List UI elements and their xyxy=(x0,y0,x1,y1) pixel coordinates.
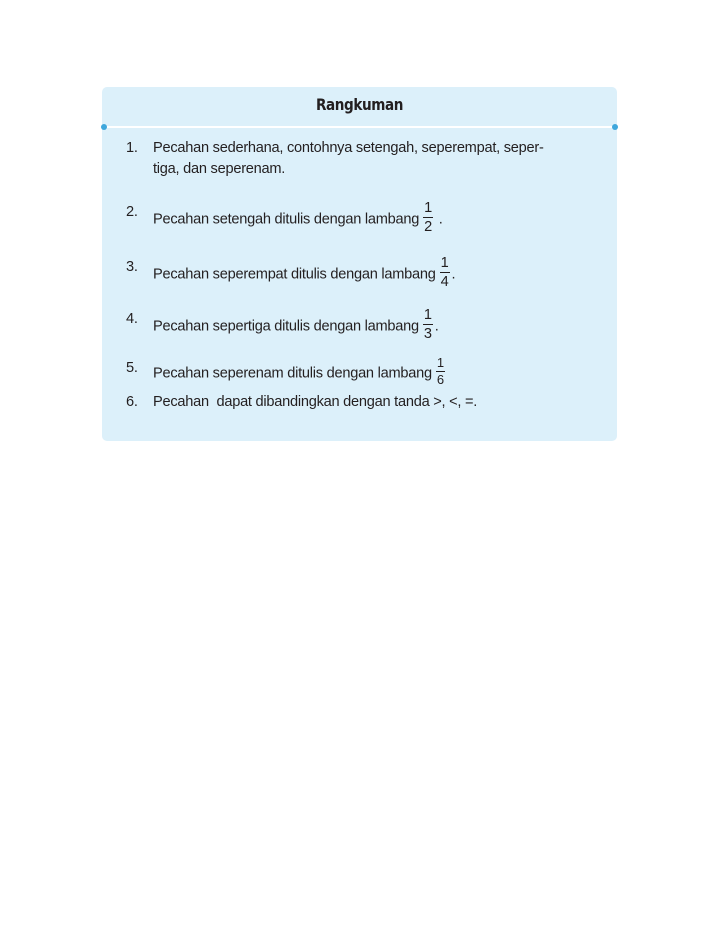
item-sentence: Pecahan seperenam ditulis dengan lambang xyxy=(153,365,432,382)
fraction-numerator: 1 xyxy=(440,255,449,271)
item-suffix: . xyxy=(451,266,456,283)
item-sentence: Pecahan sepertiga ditulis dengan lambang xyxy=(153,318,419,335)
item-text xyxy=(153,355,447,388)
item-suffix: . xyxy=(435,211,443,228)
item-text xyxy=(153,200,443,236)
fraction xyxy=(440,256,450,289)
fraction-denominator: 4 xyxy=(440,274,449,291)
fraction-denominator: 2 xyxy=(424,219,432,236)
fraction-bar xyxy=(440,272,450,273)
fraction-denominator: 6 xyxy=(436,372,444,388)
item-text-line-2: tiga, dan seperenam. xyxy=(153,161,286,177)
summary-title: Rangkuman xyxy=(315,95,403,114)
fraction-bar xyxy=(423,217,433,218)
fraction xyxy=(423,201,433,234)
divider-left-dot-icon xyxy=(101,124,107,130)
item-text xyxy=(153,255,456,291)
fraction xyxy=(423,308,433,341)
fraction-numerator: 1 xyxy=(436,355,444,370)
divider-line xyxy=(105,126,614,128)
fraction-bar xyxy=(423,324,433,325)
item-number: 3. xyxy=(126,259,138,275)
item-number: 5. xyxy=(126,360,138,376)
title-divider xyxy=(102,124,617,130)
fraction-numerator: 1 xyxy=(423,307,432,323)
divider-right-dot-icon xyxy=(612,124,618,130)
item-number: 6. xyxy=(126,394,138,410)
item-suffix: . xyxy=(434,318,439,335)
fraction-denominator: 3 xyxy=(423,326,432,343)
item-text: Pecahan dapat dibandingkan dengan tanda >, <, =. xyxy=(153,394,478,410)
item-number: 2. xyxy=(126,204,138,220)
item-text xyxy=(153,307,439,343)
fraction-numerator: 1 xyxy=(424,200,432,216)
item-sentence: Pecahan seperempat ditulis dengan lambang xyxy=(153,266,436,283)
fraction xyxy=(436,357,445,386)
item-text-line-1: Pecahan sederhana, contohnya setengah, seperempat, seper- xyxy=(153,140,544,156)
item-sentence: Pecahan setengah ditulis dengan lambang xyxy=(153,211,420,228)
item-number: 1. xyxy=(126,140,138,156)
summary-box xyxy=(102,87,617,441)
item-number: 4. xyxy=(126,311,138,327)
